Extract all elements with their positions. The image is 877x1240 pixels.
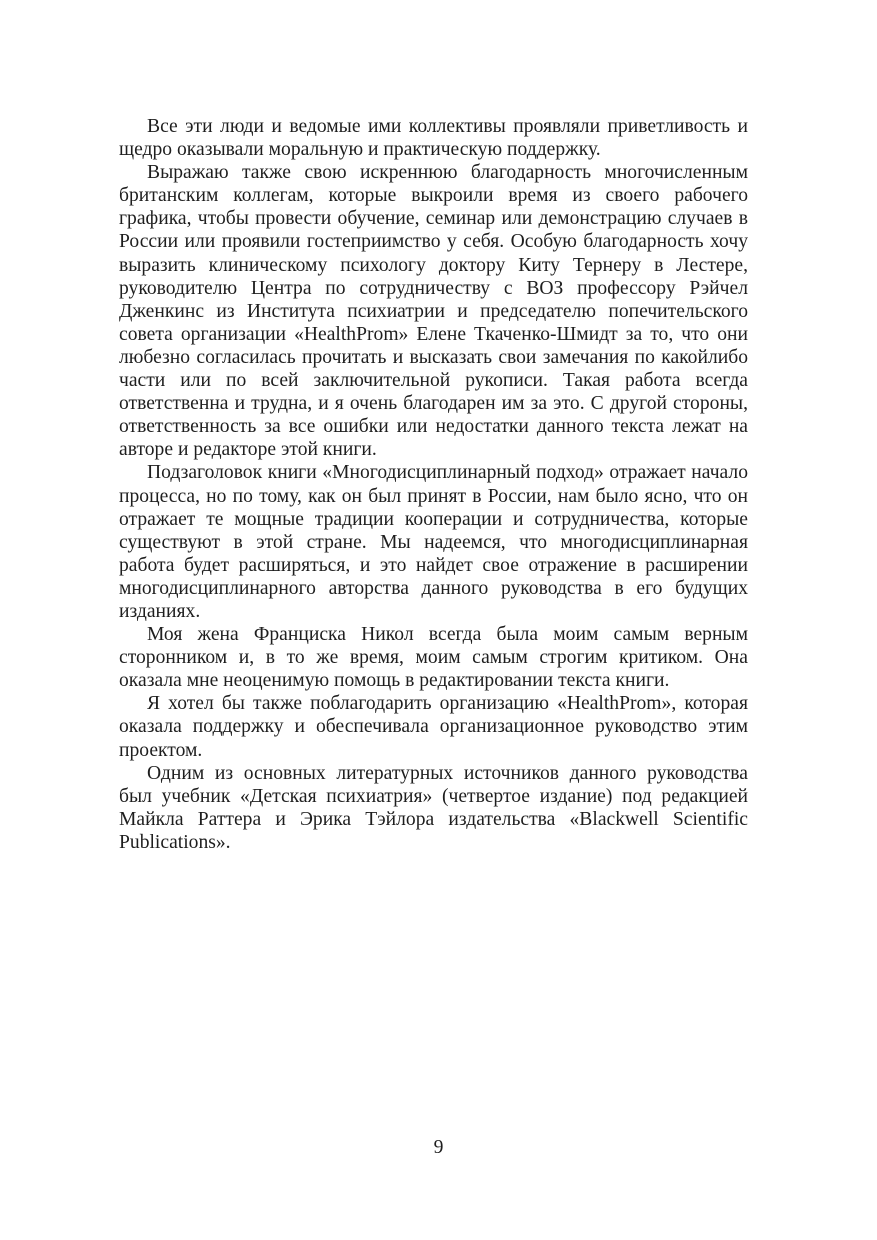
paragraph-5: Я хотел бы также поблагодарить организацию «HealthProm», которая оказала поддержку и обеспечивала организационное руководство этим проектом. [119,693,748,761]
paragraph-3: Подзаголовок книги «Многодисциплинарный подход» отражает начало процесса, но по тому, как он был принят в России, нам было ясно, что он отражает те мощные традиции кооперации и сотрудничества, которые существуют в этой стране. Мы надеемся, что многодисциплинарная работа будет расширяться, и это найдет свое отражение в расширении многодисциплинарного авторства данного руководства в его будущих изданиях. [119,462,748,622]
paragraph-6: Одним из основных литературных источников данного руководства был учебник «Детская психиатрия» (четвертое издание) под редакцией Майкла Раттера и Эрика Тэйлора издательства «Blackwell Scientific Publications». [119,762,748,853]
paragraph-2: Выражаю также свою искреннюю благодарность многочисленным британским коллегам, которые выкроили время из своего рабочего графика, чтобы провести обучение, семинар или демонстрацию случаев в России или проявили гостеприимство у себя. Особую благодарность хочу выразить клиническому психологу доктору Киту Тернеру в Лестере, руководителю Центра по сотрудничеству с ВОЗ профессору Рэйчел Дженкинс из Института психиатрии и председателю попечительского совета организации «HealthProm» Елене Ткаченко-Шмидт за то, что они любезно согласилась прочитать и высказать свои замечания по какойлибо части или по всей заключительной рукописи. Такая работа всегда ответственна и трудна, и я очень благодарен им за это. С другой стороны, ответственность за все ошибки или недостатки данного текста лежат на авторе и редакторе этой книги. [119,162,748,461]
body-text [119,115,748,854]
paragraph-1: Все эти люди и ведомые ими коллективы проявляли приветливость и щедро оказывали моральную и практическую поддержку. [119,116,748,161]
paragraph-4: Моя жена Франциска Никол всегда была моим самым верным сторонником и, в то же время, моим самым строгим критиком. Она оказала мне неоценимую помощь в редактировании текста книги. [119,624,748,692]
page-number: 9 [433,1137,444,1158]
